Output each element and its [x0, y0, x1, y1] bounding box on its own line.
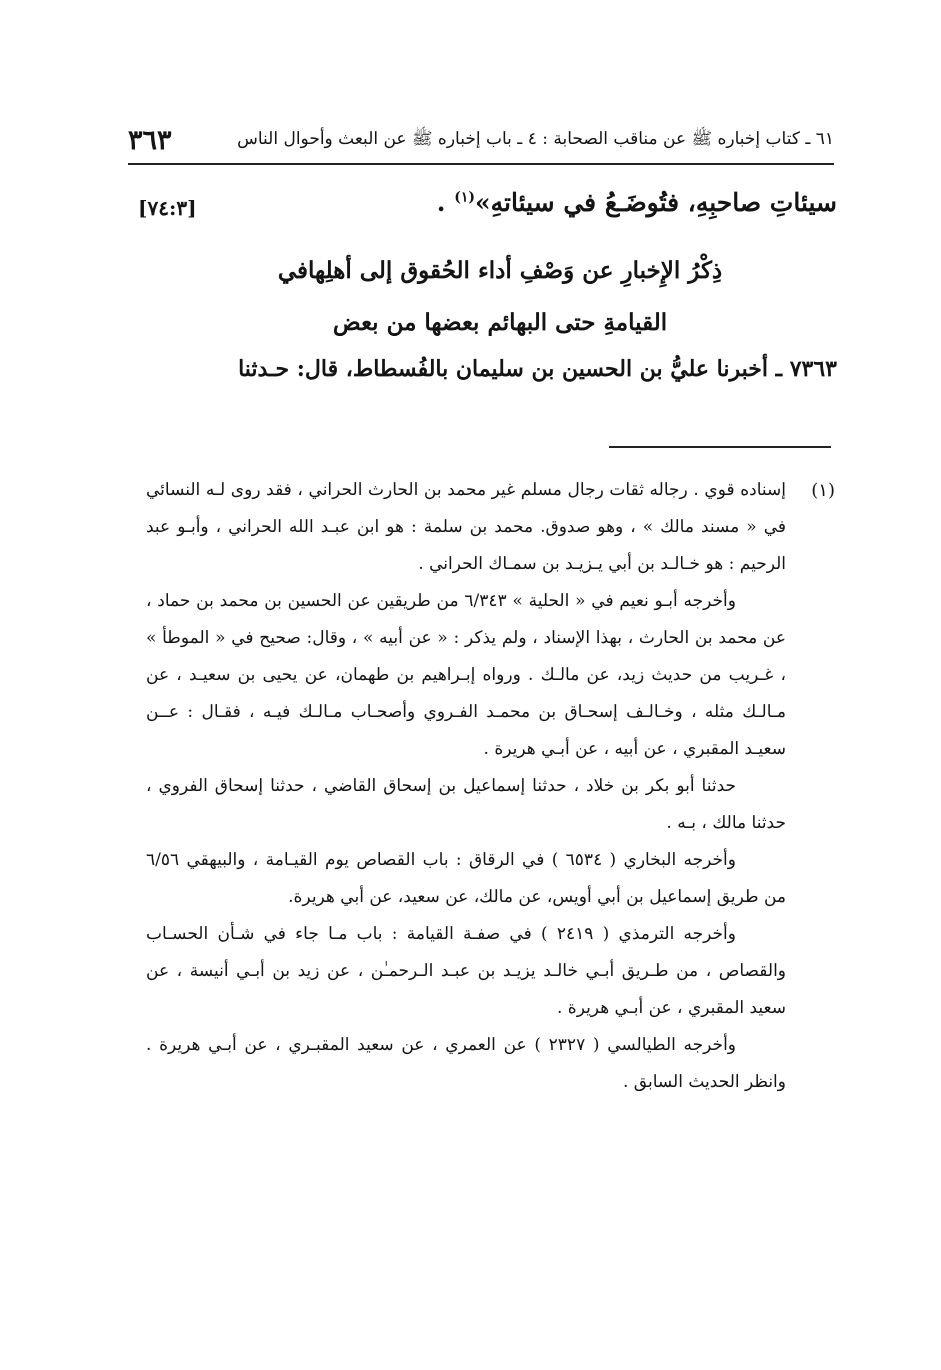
footnote-paragraph: وأخرجه الطيالسي ( ٢٣٢٧ ) عن العمري ، عن سعيد المقبـري ، عن أبـي هريرة . وانظر الحديث السابق . [146, 1035, 786, 1092]
footnote-paragraph: حدثنا أبو بكر بن خلاد ، حدثنا إسماعيل بن إسحاق القاضي ، حدثنا إسحاق الفروي ، حدثنا مالك ، بـه . [146, 776, 786, 833]
page-number: ٣٦٣ [128, 124, 172, 156]
running-header [128, 120, 834, 160]
continuation-text: سيئاتِ صاحبِهِ، فتُوضَـعُ في سيئاتهِ» [474, 188, 837, 217]
footnote-marker: (١) [811, 480, 835, 501]
continuation-end: . [436, 188, 455, 217]
footnote-paragraph: وأخرجه أبـو نعيم في « الحلية » ٦/٣٤٣ من طريقين عن الحسين بن محمد بن حماد ، عن محمد بن الحارث ، بهذا الإسناد ، ولم يذكر : « عن أبيه » ، وقال: صحيح في « الموطأ » ، غـريب من حديث زيد، عن مالـك . ورواه إبـراهيم بن طهمان، عن يحيى بن سعيـد ، عن مـالـك مثله ، وخـالـف إسحـاق بن محمـد الفـروي وأصحـاب مـالـك فيـه ، فقـال : عــن سعيـد المقبري ، عن أبيه ، عن أبـي هريرة . [146, 591, 786, 759]
footnote-block [146, 472, 786, 1101]
chapter-heading [180, 245, 820, 349]
footnote-paragraph: وأخرجه البخاري ( ٦٥٣٤ ) في الرقاق : باب القصاص يوم القيـامة ، والبيهقي ٦/٥٦ من طريق إسماعيل بن أبي أويس، عن مالك، عن سعيد، عن أبي هريرة. [146, 850, 786, 907]
footnote-separator [609, 446, 831, 448]
footnote-paragraph: إسناده قوي . رجاله ثقات رجال مسلم غير محمد بن الحارث الحراني ، فقد روى لـه النسائي في « مسند مالك » ، وهو صدوق. محمد بن سلمة : هو ابن عبـد الله الحراني ، وأبـو عبد الرحيم : هو خـالـد بن أبي يـزيـد بن سمـاك الحراني . [146, 480, 786, 574]
chapter-heading-line-2: القيامةِ حتى البهائم بعضها من بعض [332, 309, 668, 336]
chapter-heading-line-1: ذِكْرُ الإِخبارِ عن وَصْفِ أداء الحُقوق إلى أهلِهافي [277, 257, 723, 284]
continuation-line [437, 188, 837, 217]
hadith-line: ٧٣٦٣ ـ أخبرنا عليُّ بن الحسين بن سليمان بالفُسطاط، قال: حـدثنا [238, 356, 837, 382]
header-rule [128, 163, 834, 165]
reference-tag: [٧٤:٣] [138, 196, 197, 220]
footnote-paragraph: وأخرجه الترمذي ( ٢٤١٩ ) في صفـة القيامة : باب مـا جاء في شـأن الحسـاب والقصاص ، من طـريق أبـي خالـد يزيـد بن عبـد الـرحمـٰن ، عن زيد بن أبـي أنيسة ، عن سعيد المقبري ، عن أبـي هريرة . [146, 924, 786, 1018]
footnote-reference: (١) [454, 189, 475, 206]
header-title: ٦١ ـ كتاب إخباره ﷺ عن مناقب الصحابة : ٤ ـ باب إخباره ﷺ عن البعث وأحوال الناس [237, 128, 834, 149]
